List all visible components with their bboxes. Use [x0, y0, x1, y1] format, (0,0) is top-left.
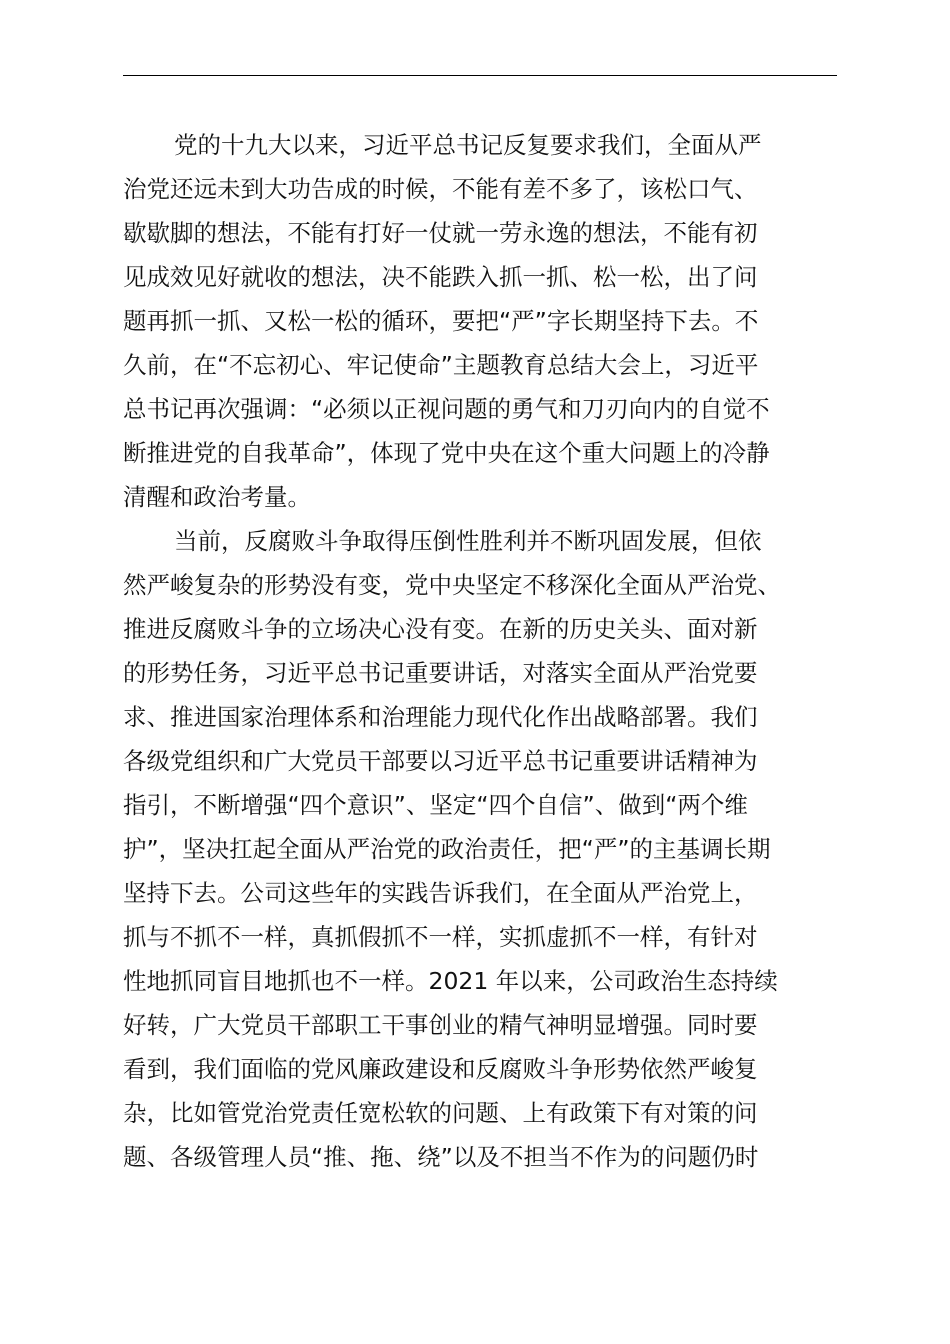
- text-line: 总书记再次强调：“必须以正视问题的勇气和刀刃向内的自觉不: [123, 395, 770, 423]
- text-line: 党的十九大以来，习近平总书记反复要求我们，全面从严: [174, 131, 762, 159]
- text-line: 清醒和政治考量。: [123, 483, 311, 511]
- text-line: 断推进党的自我革命”，体现了党中央在这个重大问题上的冷静: [123, 439, 770, 467]
- text-line: 指引，不断增强“四个意识”、坚定“四个自信”、做到“两个维: [123, 791, 748, 819]
- paragraph-1: [123, 123, 837, 519]
- document-body: [123, 123, 837, 1179]
- text-line: 的形势任务，习近平总书记重要讲话，对落实全面从严治党要: [123, 659, 758, 687]
- text-line: 然严峻复杂的形势没有变，党中央坚定不移深化全面从严治党、: [123, 571, 781, 599]
- text-line: 护”，坚决扛起全面从严治党的政治责任，把“严”的主基调长期: [123, 835, 771, 863]
- text-line: 坚持下去。公司这些年的实践告诉我们，在全面从严治党上，: [123, 879, 758, 907]
- text-line: 题、各级管理人员“推、拖、绕”以及不担当不作为的问题仍时: [123, 1143, 759, 1171]
- header-rule: [123, 75, 837, 76]
- text-line: 杂，比如管党治党责任宽松软的问题、上有政策下有对策的问: [123, 1099, 758, 1127]
- text-line: 歇歇脚的想法，不能有打好一仗就一劳永逸的想法，不能有初: [123, 219, 758, 247]
- text-line: 治党还远未到大功告成的时候，不能有差不多了，该松口气、: [123, 175, 758, 203]
- text-line: 看到，我们面临的党风廉政建设和反腐败斗争形势依然严峻复: [123, 1055, 758, 1083]
- text-line: 久前，在“不忘初心、牢记使命”主题教育总结大会上，习近平: [123, 351, 759, 379]
- text-line: 当前，反腐败斗争取得压倒性胜利并不断巩固发展，但依: [174, 527, 762, 555]
- text-line: 好转，广大党员干部职工干事创业的精气神明显增强。同时要: [123, 1011, 758, 1039]
- text-line: 推进反腐败斗争的立场决心没有变。在新的历史关头、面对新: [123, 615, 758, 643]
- paragraph-2: [123, 519, 837, 1179]
- text-line: 求、推进国家治理体系和治理能力现代化作出战略部署。我们: [123, 703, 758, 731]
- text-line: 抓与不抓不一样，真抓假抓不一样，实抓虚抓不一样，有针对: [123, 923, 758, 951]
- text-line: 各级党组织和广大党员干部要以习近平总书记重要讲话精神为: [123, 747, 758, 775]
- text-line: 性地抓同盲目地抓也不一样。2021 年以来，公司政治生态持续: [123, 967, 778, 995]
- text-line: 题再抓一抓、又松一松的循环，要把“严”字长期坚持下去。不: [123, 307, 759, 335]
- text-line: 见成效见好就收的想法，决不能跌入抓一抓、松一松，出了问: [123, 263, 758, 291]
